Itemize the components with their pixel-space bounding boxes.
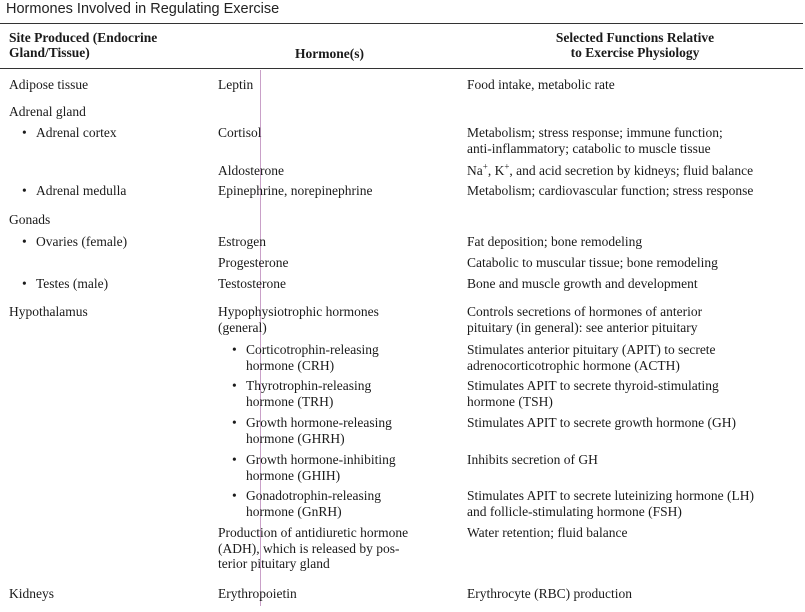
hormone-progesterone: Progesterone [218, 255, 289, 270]
header-hormone: Hormone(s) [295, 46, 364, 61]
hormone-ghih: • Growth hormone-inhibiting hormone (GHIH) [232, 452, 396, 483]
function-cortisol: Metabolism; stress response; immune function; anti-inflammatory; catabolic to muscle tissue [467, 125, 723, 156]
bullet-icon: • [232, 378, 237, 393]
hormone-cortisol: Cortisol [218, 125, 262, 140]
bullet-icon: • [22, 276, 27, 291]
function-leptin: Food intake, metabolic rate [467, 77, 615, 92]
function-adh: Water retention; fluid balance [467, 525, 628, 540]
function-crh: Stimulates anterior pituitary (APIT) to secrete adrenocorticotrophic hormone (ACTH) [467, 342, 716, 373]
function-hypophysiotrophic: Controls secretions of hormones of anterior pituitary (in general): see anterior pituitary [467, 304, 703, 335]
hormone-ghrh: • Growth hormone-releasing hormone (GHRH) [232, 415, 392, 446]
site-adipose: Adipose tissue [9, 77, 89, 92]
hormone-estrogen: Estrogen [218, 234, 266, 249]
hormone-epinephrine: Epinephrine, norepinephrine [218, 183, 373, 198]
site-adrenal-cortex: • Adrenal cortex [22, 125, 117, 140]
hormone-trh: • Thyrotrophin-releasing hormone (TRH) [232, 378, 372, 409]
function-progesterone: Catabolic to muscular tissue; bone remodeling [467, 255, 718, 270]
title-rule [0, 23, 803, 24]
bullet-icon: • [22, 234, 27, 249]
site-adrenal-medulla: • Adrenal medulla [22, 183, 127, 198]
bullet-icon: • [232, 342, 237, 357]
hormone-leptin: Leptin [218, 77, 254, 92]
table-title: Hormones Involved in Regulating Exercise [6, 1, 280, 17]
function-erythropoietin: Erythrocyte (RBC) production [467, 586, 632, 601]
bullet-icon: • [232, 488, 237, 503]
function-epinephrine: Metabolism; cardiovascular function; stress response [467, 183, 754, 198]
hormone-hypophysiotrophic: Hypophysiotrophic hormones (general) [218, 304, 379, 335]
function-gnrh: Stimulates APIT to secrete luteinizing hormone (LH) and follicle-stimulating hormone (FSH) [467, 488, 754, 519]
hormone-aldosterone: Aldosterone [218, 163, 284, 178]
hormone-erythropoietin: Erythropoietin [218, 586, 297, 601]
hormone-adh: Production of antidiuretic hormone (ADH), which is released by pos- terior pituitary gland [218, 525, 409, 571]
function-trh: Stimulates APIT to secrete thyroid-stimulating hormone (TSH) [467, 378, 719, 409]
function-ghrh: Stimulates APIT to secrete growth hormone (GH) [467, 415, 736, 430]
site-gonads: Gonads [9, 212, 51, 227]
bullet-icon: • [22, 183, 27, 198]
site-kidneys: Kidneys [9, 586, 54, 601]
site-hypothalamus: Hypothalamus [9, 304, 88, 319]
hormone-gnrh: • Gonadotrophin-releasing hormone (GnRH) [232, 488, 381, 519]
bullet-icon: • [22, 125, 27, 140]
bullet-icon: • [232, 452, 237, 467]
bullet-icon: • [232, 415, 237, 430]
header-function: Selected Functions Relative to Exercise Physiology [555, 30, 715, 60]
site-adrenal-gland: Adrenal gland [9, 104, 86, 119]
function-ghih: Inhibits secretion of GH [467, 452, 598, 467]
header-site: Site Produced (Endocrine Gland/Tissue) [9, 30, 158, 60]
hormone-crh: • Corticotrophin-releasing hormone (CRH) [232, 342, 379, 373]
header-rule [0, 68, 803, 69]
function-aldosterone: Na+, K+, and acid secretion by kidneys; fluid balance [467, 161, 754, 178]
function-estrogen: Fat deposition; bone remodeling [467, 234, 643, 249]
hormone-testosterone: Testosterone [218, 276, 287, 291]
site-testes: • Testes (male) [22, 276, 109, 291]
function-testosterone: Bone and muscle growth and development [467, 276, 698, 291]
site-ovaries: • Ovaries (female) [22, 234, 128, 249]
